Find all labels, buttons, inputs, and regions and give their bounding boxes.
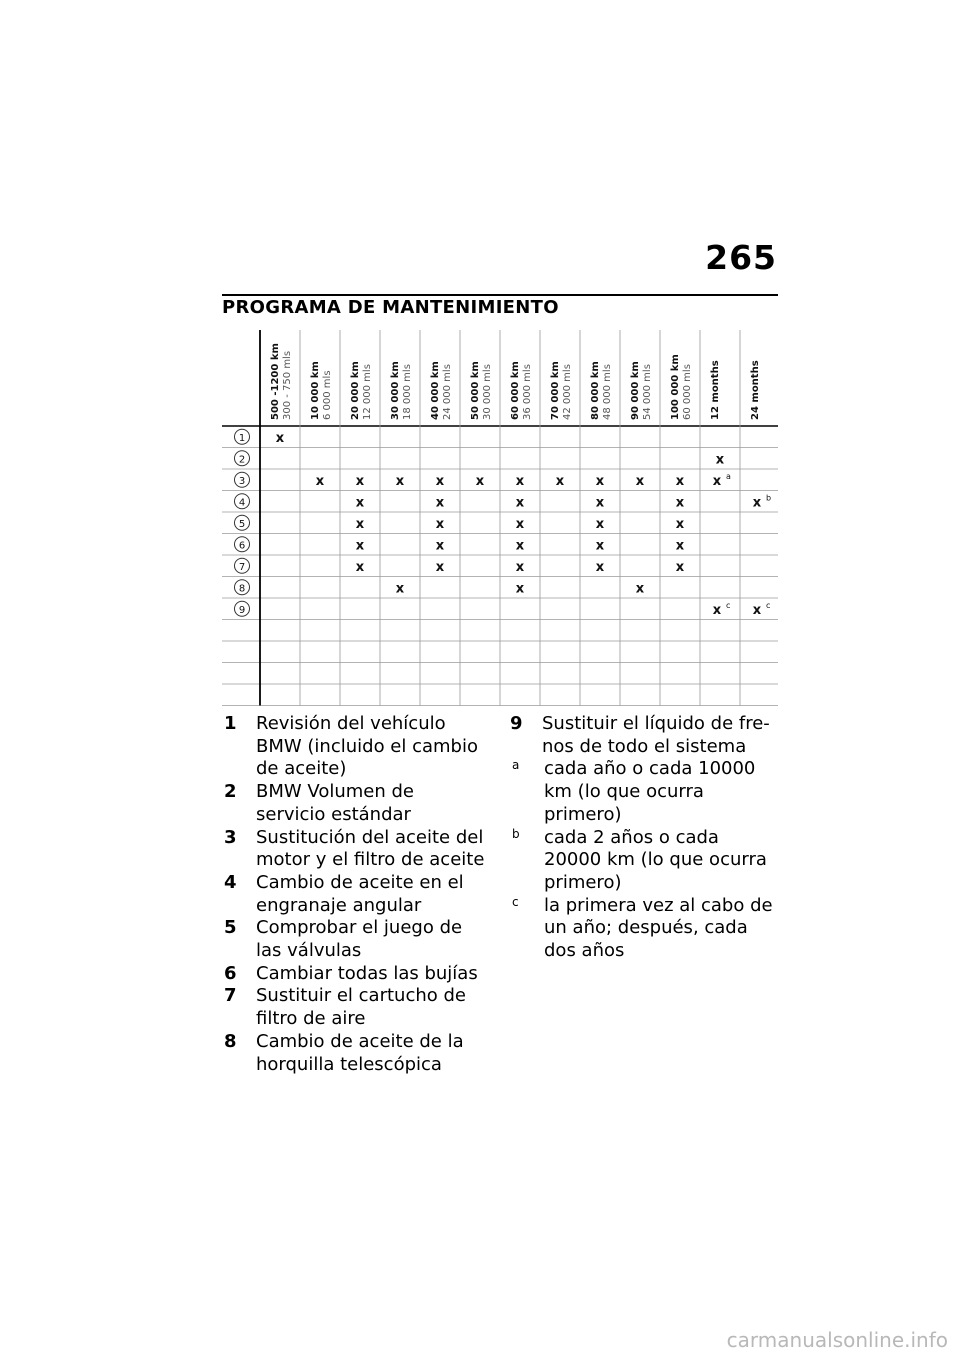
service-mark: x [515,538,525,554]
column-header-primary: 60 000 km [510,361,521,420]
service-mark: x [355,538,365,554]
legend-item [224,1031,489,1076]
legend-item [510,827,778,895]
legend-text: Comprobar el juego de las válvulas [256,917,463,962]
maintenance-schedule-table [222,330,778,706]
column-header-secondary: 60 000 mls [682,364,693,420]
legend-key: 3 [224,826,237,848]
service-mark: x [675,495,685,511]
service-mark: x [595,516,605,532]
service-mark: x [635,581,645,597]
column-header-secondary: 36 000 mls [522,364,533,420]
legend-key: a [512,758,520,773]
legend-item [510,713,778,758]
column-header-primary: 100 000 km [670,354,681,420]
legend-text: Sustitución del aceite del motor y el filtro de aceite [256,826,485,871]
legend-item [224,781,489,826]
column-header-primary: 12 months [710,360,721,420]
legend-text: Cambio de aceite de la horquilla telescópica [256,1030,464,1075]
legend-key: 9 [510,713,523,734]
row-number: 6 [238,540,246,552]
row-number: 4 [238,497,246,509]
column-header-primary: 50 000 km [470,361,481,420]
watermark: carmanualsonline.info [726,1328,948,1352]
service-mark: x [475,473,485,489]
service-mark: x [555,473,565,489]
row-number: 3 [238,475,246,487]
service-mark: x [355,559,365,575]
service-mark: x [275,430,285,446]
column-header-secondary: 54 000 mls [642,364,653,420]
service-mark: x [675,473,685,489]
legend-item [224,872,489,917]
service-mark-footnote: c [726,600,731,610]
service-mark: x [712,602,722,618]
legend-text: la primera vez al cabo de un año; después, cada dos años [544,894,773,962]
column-header-primary: 30 000 km [390,361,401,420]
service-mark: x [752,602,762,618]
legend-key: c [512,894,519,909]
legend-key: 2 [224,781,237,803]
section-rule [222,294,778,296]
legend-key: 5 [224,917,237,939]
service-mark: x [435,495,445,511]
service-mark: x [595,473,605,489]
legend-text: Sustituir el líquido de fre-nos de todo el sistema [542,713,770,757]
service-mark-footnote: a [726,471,731,481]
column-header-secondary: 300 - 750 mls [282,350,293,420]
service-mark: x [712,473,722,489]
column-header-primary: 10 000 km [310,361,321,420]
service-mark: x [315,473,325,489]
service-mark-footnote: b [766,493,772,503]
column-header-primary: 500 -1200 km [270,343,281,420]
legend-item [510,758,778,826]
service-mark: x [715,452,725,468]
legend-key: b [512,826,520,841]
legend-text: Revisión del vehículo BMW (incluido el cambio de aceite) [256,713,478,780]
service-mark: x [435,559,445,575]
row-number: 1 [238,432,246,444]
legend-text: cada 2 años o cada 20000 km (lo que ocurra primero) [544,826,767,893]
row-number: 9 [238,604,246,616]
legend-text: Cambio de aceite en el engranaje angular [256,871,464,916]
column-header-primary: 70 000 km [550,361,561,420]
row-number: 2 [238,454,246,466]
service-mark: x [675,559,685,575]
legend-text: cada año o cada 10000 km (lo que ocurra primero) [544,758,756,825]
column-header-primary: 90 000 km [630,361,641,420]
legend-key: 4 [224,871,237,893]
column-header-secondary: 48 000 mls [602,364,613,420]
service-mark: x [355,516,365,532]
legend-key: 7 [224,985,237,1007]
column-header-primary: 40 000 km [430,361,441,420]
service-mark: x [435,473,445,489]
service-mark: x [355,473,365,489]
legend-key: 8 [224,1030,237,1052]
legend-text: Cambiar todas las bujías [256,962,478,984]
legend-item [224,917,489,962]
service-mark: x [595,559,605,575]
service-mark: x [515,473,525,489]
legend-key: 1 [224,713,237,734]
column-header-secondary: 24 000 mls [442,364,453,420]
service-mark: x [675,516,685,532]
service-mark: x [395,473,405,489]
row-number: 7 [238,561,246,573]
legend-item [224,827,489,872]
service-mark-footnote: c [766,600,771,610]
row-number: 8 [238,583,246,595]
service-mark: x [515,581,525,597]
service-mark: x [435,516,445,532]
service-mark: x [595,495,605,511]
page-number: 265 [705,238,777,277]
column-header-primary: 24 months [750,360,761,420]
service-mark: x [435,538,445,554]
legend-item [510,895,778,963]
column-header-primary: 80 000 km [590,361,601,420]
legend-key: 6 [224,962,237,984]
legend-text: BMW Volumen de servicio estándar [256,781,414,825]
service-mark: x [675,538,685,554]
service-mark: x [515,516,525,532]
legend-left [224,713,489,1076]
legend-item [224,985,489,1030]
column-header-secondary: 6 000 mls [322,370,333,420]
service-mark: x [595,538,605,554]
service-mark: x [635,473,645,489]
row-number: 5 [238,518,246,530]
legend-item [224,963,489,986]
service-mark: x [752,495,762,511]
column-header-secondary: 18 000 mls [402,364,413,420]
column-header-secondary: 42 000 mls [562,364,573,420]
legend-text: Sustituir el cartucho de filtro de aire [256,985,466,1030]
section-title: PROGRAMA DE MANTENIMIENTO [222,297,559,318]
service-mark: x [355,495,365,511]
service-mark: x [395,581,405,597]
legend-item [224,713,489,781]
column-header-secondary: 30 000 mls [482,364,493,420]
column-header-primary: 20 000 km [350,361,361,420]
column-header-secondary: 12 000 mls [362,364,373,420]
legend-right [510,713,778,963]
service-mark: x [515,559,525,575]
service-mark: x [515,495,525,511]
